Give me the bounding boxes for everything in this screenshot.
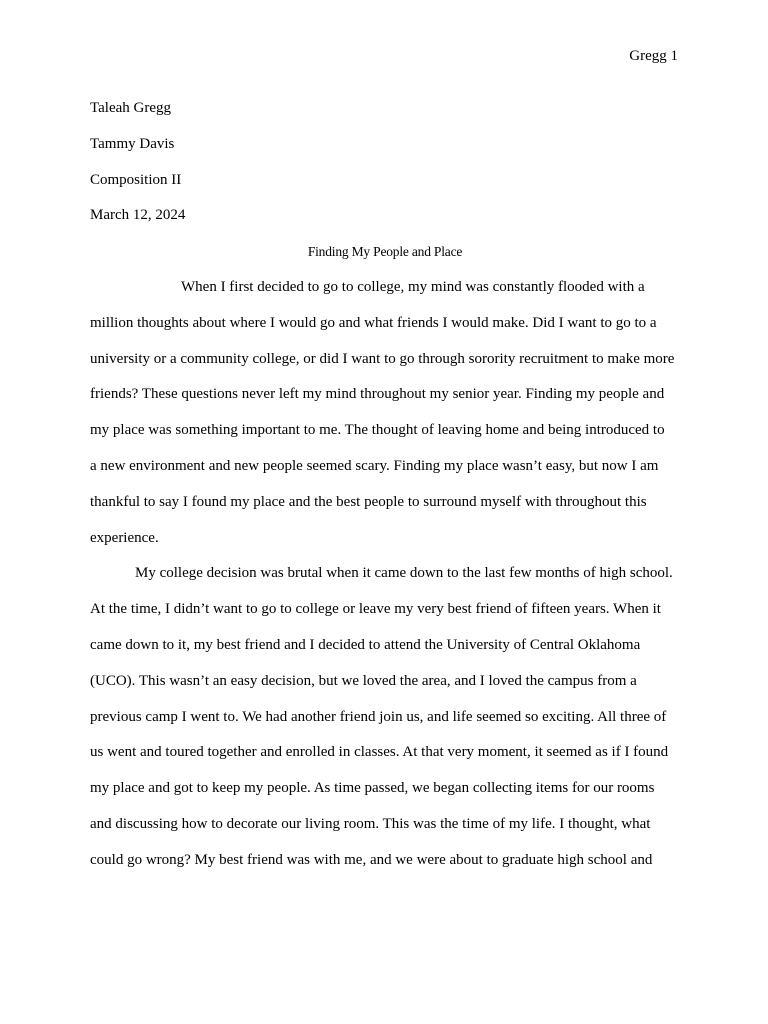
paragraph-line: friends? These questions never left my mind throughout my senior year. Finding my people and: [90, 386, 665, 403]
instructor-name: Tammy Davis: [90, 135, 175, 152]
essay-title: Finding My People and Place: [307, 244, 463, 260]
paragraph-line: a new environment and new people seemed scary. Finding my place wasn’t easy, but now I am: [90, 457, 659, 474]
paragraph-line: came down to it, my best friend and I decided to attend the University of Central Oklahoma: [90, 636, 641, 653]
essay-body: [90, 91, 680, 879]
paragraph-line: thankful to say I found my place and the best people to surround myself with throughout this: [90, 493, 647, 510]
paragraph-line: My college decision was brutal when it came down to the last few months of high school.: [135, 565, 673, 582]
paragraph-line: million thoughts about where I would go and what friends I would make. Did I want to go to a: [90, 314, 657, 331]
paragraph-line: us went and toured together and enrolled in classes. At that very moment, it seemed as if I found: [90, 744, 669, 761]
paragraph-line: and discussing how to decorate our living room. This was the time of my life. I thought, what: [90, 815, 651, 832]
student-name: Taleah Gregg: [90, 100, 171, 116]
paragraph-2: [90, 556, 680, 878]
paragraph-line: could go wrong? My best friend was with me, and we were about to graduate high school and: [90, 851, 653, 868]
paragraph-line: At the time, I didn’t want to go to college or leave my very best friend of fifteen years. When it: [90, 601, 661, 618]
paragraph-line: university or a community college, or did I want to go through sorority recruitment to make more: [90, 350, 675, 367]
paragraph-1: [90, 270, 680, 556]
paragraph-line: experience.: [90, 529, 159, 546]
paragraph-line: my place and got to keep my people. As time passed, we began collecting items for our rooms: [90, 780, 655, 797]
course-name: Composition II: [90, 171, 182, 188]
essay-date: March 12, 2024: [90, 207, 186, 224]
paragraph-line: When I first decided to go to college, my mind was constantly flooded with a: [181, 278, 645, 295]
paragraph-line: (UCO). This wasn’t an easy decision, but we loved the area, and I loved the campus from a: [90, 672, 637, 689]
paragraph-line: previous camp I went to. We had another friend join us, and life seemed so exciting. All three of: [90, 708, 667, 725]
running-head: Gregg 1: [629, 48, 678, 64]
paragraph-line: my place was something important to me. The thought of leaving home and being introduced to: [90, 422, 665, 439]
